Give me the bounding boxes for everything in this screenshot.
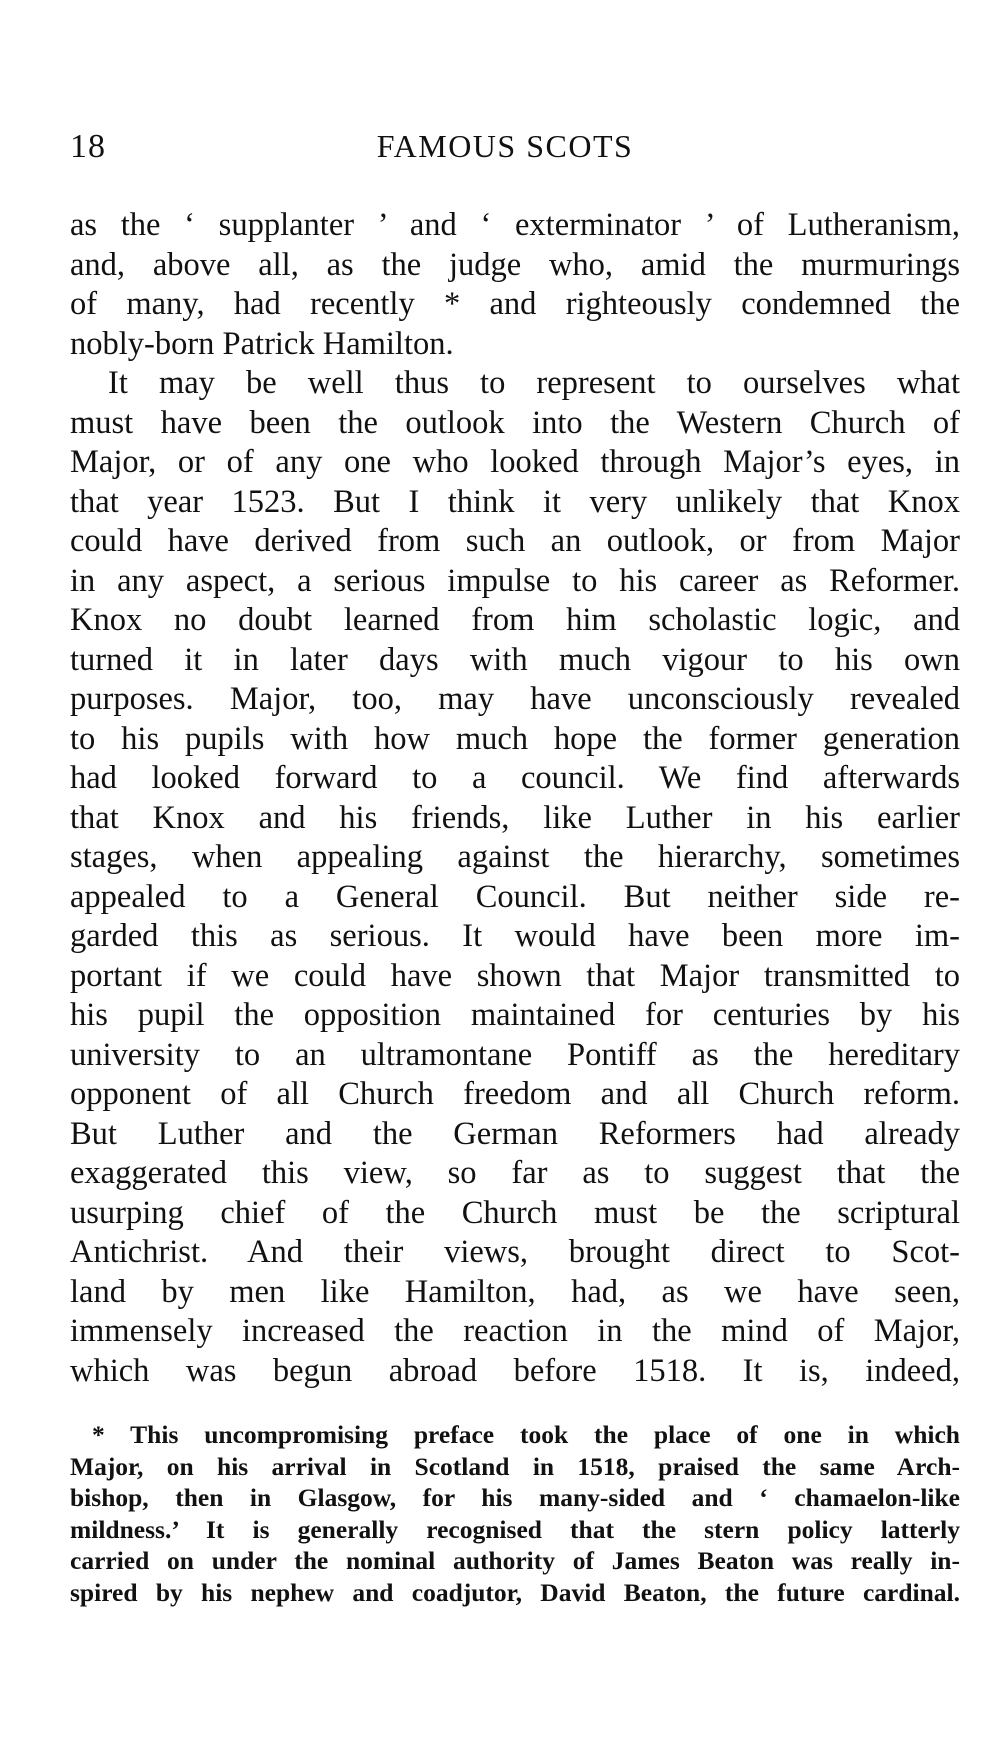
body-line: of many, had recently * and righteously condemned the	[70, 286, 960, 322]
body-line: usurping chief of the Church must be the scriptural	[70, 1194, 960, 1231]
body-line: garded this as serious. It would have been more im-	[70, 918, 960, 954]
body-line: his pupil the opposition maintained for centuries by his	[70, 997, 960, 1033]
body-line: It may be well thus to represent to ourselves what	[108, 365, 960, 401]
body-line: Major, or of any one who looked through Major’s eyes, in	[70, 444, 960, 480]
footnote	[70, 1419, 960, 1608]
body-line: opponent of all Church freedom and all Church reform.	[70, 1076, 960, 1112]
body-line: appealed to a General Council. But neither side re-	[70, 878, 960, 915]
body-line: must have been the outlook into the Western Church of	[70, 404, 960, 441]
page-header	[70, 128, 960, 176]
page-number: 18	[70, 128, 106, 165]
footnote-line: spired by his nephew and coadjutor, David Beaton, the future cardinal.	[70, 1577, 960, 1607]
body-line: which was begun abroad before 1518. It is, indeed,	[70, 1352, 960, 1389]
running-title: FAMOUS SCOTS	[376, 128, 634, 164]
body-line: Antichrist. And their views, brought direct to Scot-	[70, 1234, 960, 1270]
body-line: portant if we could have shown that Major transmitted to	[70, 957, 960, 994]
body-line: nobly-born Patrick Hamilton.	[70, 325, 454, 362]
body-line: turned it in later days with much vigour to his own	[70, 641, 960, 678]
body-line: purposes. Major, too, may have unconsciously revealed	[70, 681, 960, 717]
body-line: that year 1523. But I think it very unlikely that Knox	[70, 483, 960, 520]
body-line: to his pupils with how much hope the former generation	[70, 720, 960, 757]
body-line: immensely increased the reaction in the mind of Major,	[70, 1313, 960, 1349]
footnote-line: * This uncompromising preface took the place of one in which	[92, 1420, 960, 1449]
body-line: had looked forward to a council. We find afterwards	[70, 760, 960, 796]
body-line: But Luther and the German Reformers had already	[70, 1115, 960, 1152]
body-line: university to an ultramontane Pontiff as the hereditary	[70, 1036, 960, 1073]
body-line: could have derived from such an outlook, or from Major	[70, 523, 960, 559]
footnote-line: Major, on his arrival in Scotland in 1518, praised the same Arch-	[70, 1451, 960, 1481]
body-line: as the ‘ supplanter ’ and ‘ exterminator ’ of Lutheranism,	[70, 207, 960, 243]
body-line: Knox no doubt learned from him scholastic logic, and	[70, 602, 960, 638]
body-line: and, above all, as the judge who, amid the murmurings	[70, 246, 960, 283]
body-text	[70, 206, 960, 1391]
body-line: stages, when appealing against the hierarchy, sometimes	[70, 839, 960, 875]
footnote-line: bishop, then in Glasgow, for his many-sided and ‘ chamaelon-like	[70, 1483, 960, 1512]
body-line: in any aspect, a serious impulse to his career as Reformer.	[70, 562, 960, 599]
body-line: that Knox and his friends, like Luther in his earlier	[70, 799, 960, 836]
footnote-line: carried on under the nominal authority of James Beaton was really in-	[70, 1546, 960, 1575]
body-line: exaggerated this view, so far as to suggest that the	[70, 1155, 960, 1191]
footnote-line: mildness.’ It is generally recognised that the stern policy latterly	[70, 1514, 960, 1544]
body-line: land by men like Hamilton, had, as we have seen,	[70, 1273, 960, 1310]
